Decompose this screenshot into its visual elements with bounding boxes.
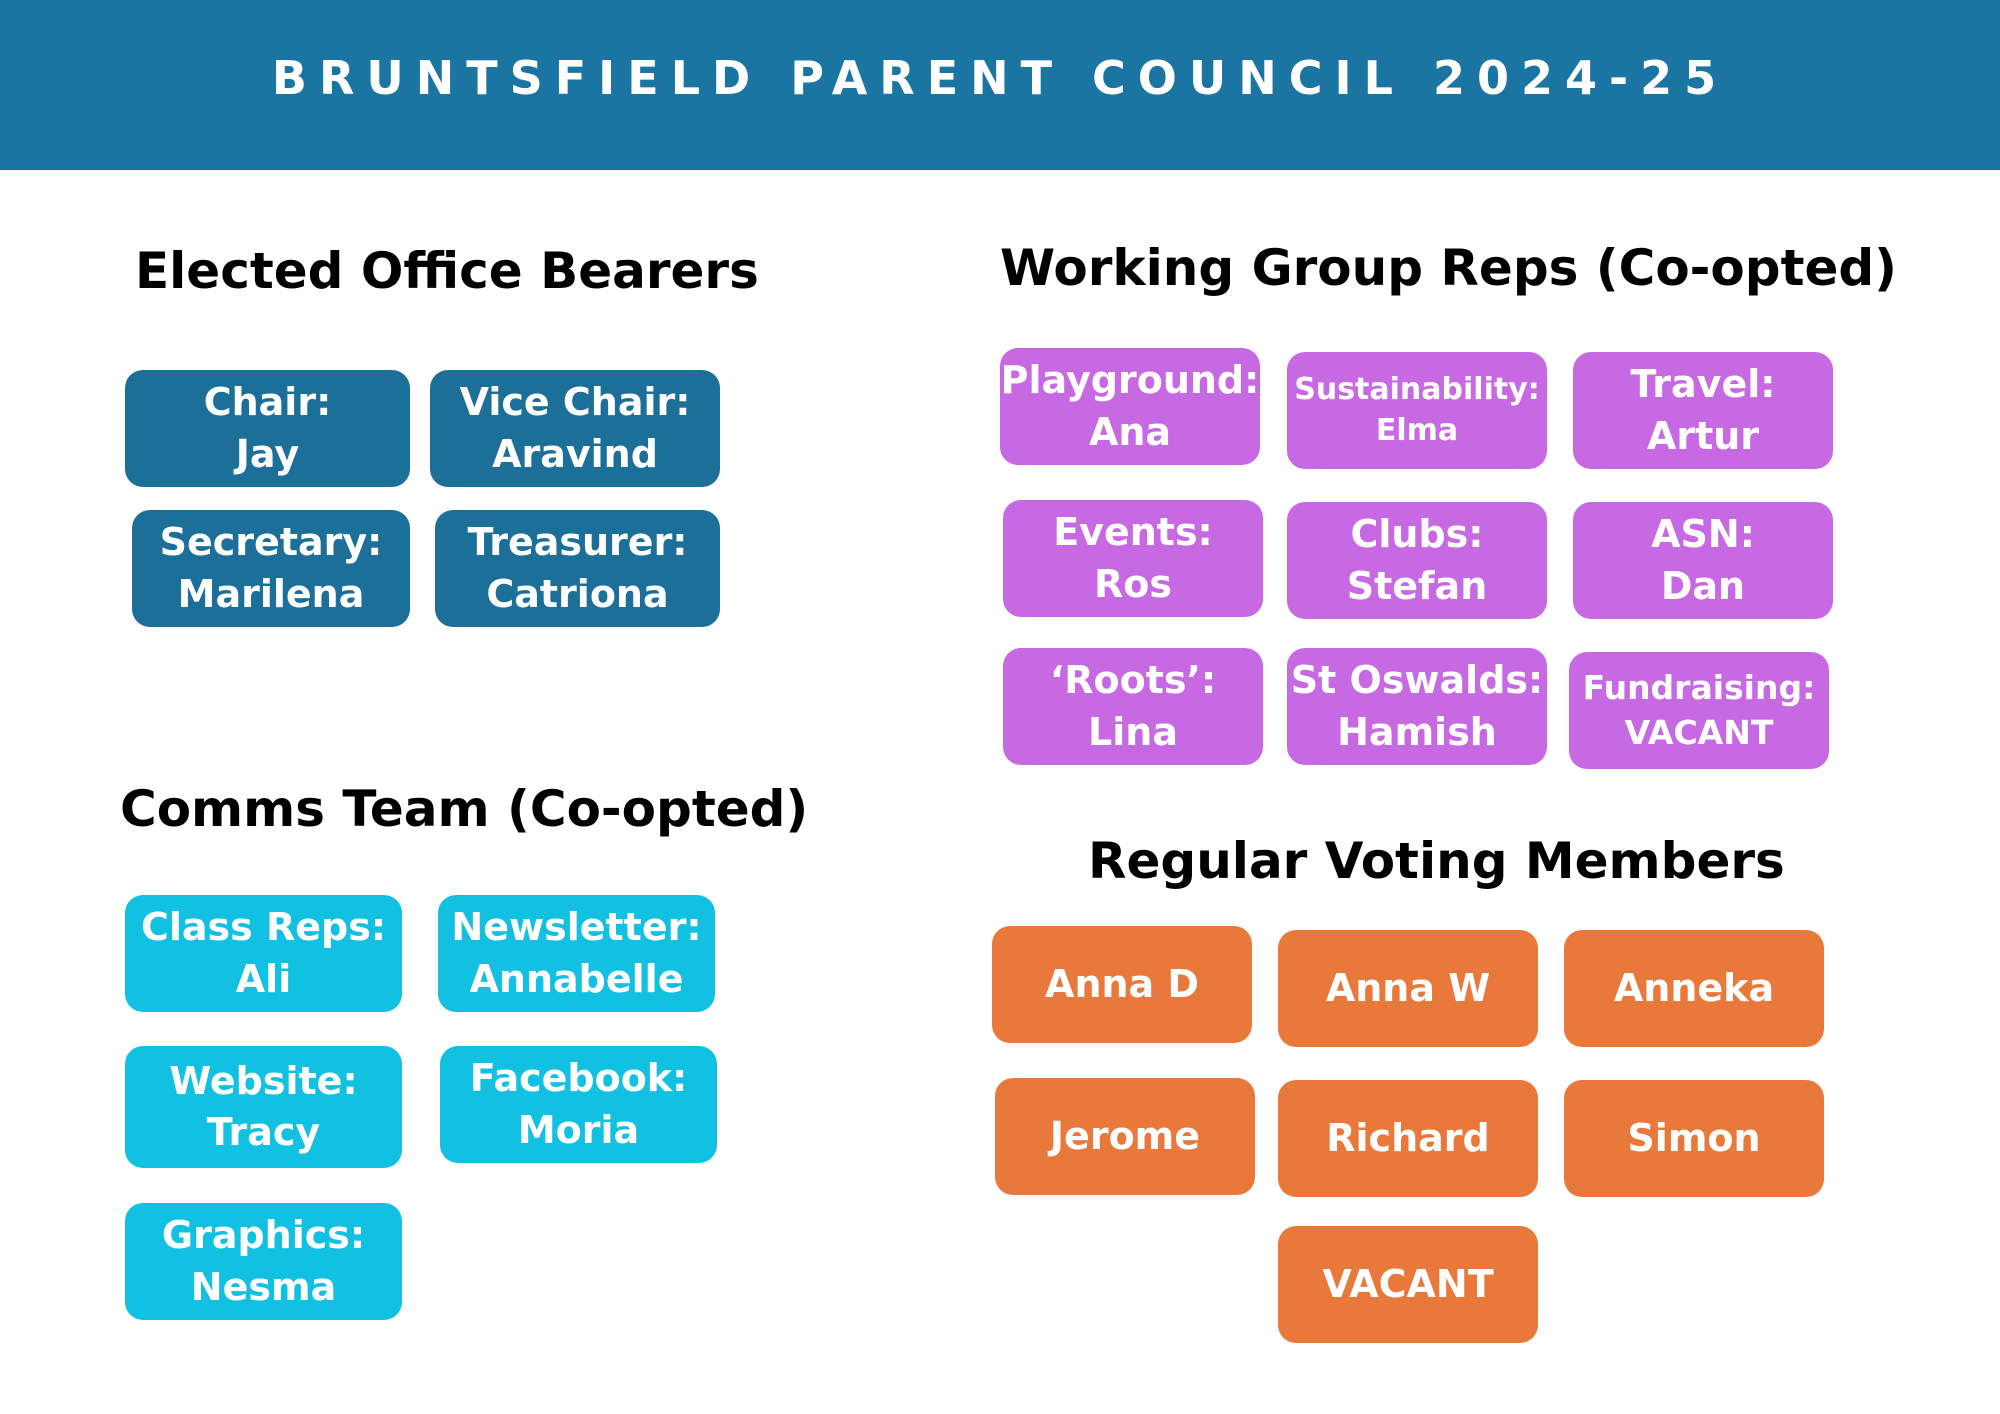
tile-name: Annabelle (469, 956, 684, 1001)
tile-role: Website: (169, 1058, 358, 1103)
tile-name: Moria (517, 1107, 640, 1152)
elected-heading: Elected Office Bearers (135, 242, 759, 300)
tile-name: Ana (1088, 409, 1172, 454)
member-tile (1564, 1080, 1824, 1197)
tile-asn (1573, 502, 1833, 619)
tile-playground (1000, 348, 1260, 465)
member-tile (995, 1078, 1255, 1195)
member-tile (1564, 930, 1824, 1047)
comms-heading: Comms Team (Co-opted) (120, 780, 809, 838)
tile-name: Dan (1660, 563, 1746, 608)
member-tile (1278, 1080, 1538, 1197)
tile-website (125, 1046, 402, 1168)
member-name: Jerome (1049, 1113, 1201, 1158)
tile-role: Facebook: (469, 1056, 688, 1101)
tile-graphics (125, 1203, 402, 1320)
member-name: Anneka (1613, 965, 1775, 1010)
member-tile (1278, 1226, 1538, 1343)
tile-secretary (132, 510, 410, 627)
tile-name: Hamish (1337, 709, 1497, 754)
tile-role: ‘Roots’: (1049, 658, 1217, 703)
tile-facebook (440, 1046, 717, 1163)
tile-name: Lina (1088, 709, 1178, 754)
page-title: BRUNTSFIELD PARENT COUNCIL 2024-25 (271, 51, 1729, 105)
tile-travel (1573, 352, 1833, 469)
tile-role: Secretary: (159, 520, 383, 565)
tile-fundraising (1569, 652, 1829, 769)
tile-role: Playground: (1000, 358, 1260, 403)
tile-role: ASN: (1651, 512, 1755, 557)
tile-name: Artur (1646, 413, 1760, 458)
tile-name: Marilena (177, 571, 365, 616)
member-name: Simon (1627, 1115, 1761, 1160)
tile-name: Aravind (492, 431, 658, 476)
tile-name: Catriona (486, 571, 669, 616)
tile-role: Clubs: (1350, 512, 1484, 557)
tile-name: Nesma (190, 1264, 337, 1309)
tile-role: Sustainability: (1294, 372, 1540, 407)
tile-role: Chair: (203, 380, 332, 425)
tile-role: Travel: (1630, 362, 1776, 407)
member-tile (1278, 930, 1538, 1047)
tile-st-oswalds (1287, 648, 1547, 765)
voting-heading: Regular Voting Members (1088, 832, 1785, 890)
working-heading: Working Group Reps (Co-opted) (1000, 239, 1898, 297)
member-tile (992, 926, 1252, 1043)
tile-role: St Oswalds: (1290, 658, 1544, 703)
tile-vice-chair (430, 370, 720, 487)
header-banner (0, 0, 2000, 170)
tile-role: Newsletter: (451, 905, 702, 950)
member-name: Anna D (1045, 961, 1199, 1006)
tile-name: Ali (235, 956, 292, 1001)
tile-sustainability (1287, 352, 1547, 469)
tile-role: Treasurer: (467, 520, 688, 565)
tile-role: Graphics: (161, 1213, 366, 1258)
tile-role: Class Reps: (140, 905, 387, 950)
tile-role: Vice Chair: (459, 380, 691, 425)
tile-name: Tracy (206, 1110, 321, 1154)
tile-newsletter (438, 895, 715, 1012)
member-name: Anna W (1325, 965, 1491, 1010)
tile-role: Events: (1053, 510, 1213, 555)
tile-name: Stefan (1346, 563, 1488, 608)
tile-name: Jay (235, 431, 300, 476)
tile-name: Ros (1094, 561, 1172, 606)
member-name: VACANT (1322, 1261, 1494, 1306)
tile-roots (1003, 648, 1263, 765)
tile-name: Elma (1375, 412, 1459, 448)
tile-events (1003, 500, 1263, 617)
tile-clubs (1287, 502, 1547, 619)
tile-role: Fundraising: (1582, 667, 1816, 707)
tile-chair (125, 370, 410, 487)
tile-name: VACANT (1624, 712, 1774, 752)
member-name: Richard (1326, 1115, 1490, 1160)
tile-class-reps (125, 895, 402, 1012)
tile-treasurer (435, 510, 720, 627)
